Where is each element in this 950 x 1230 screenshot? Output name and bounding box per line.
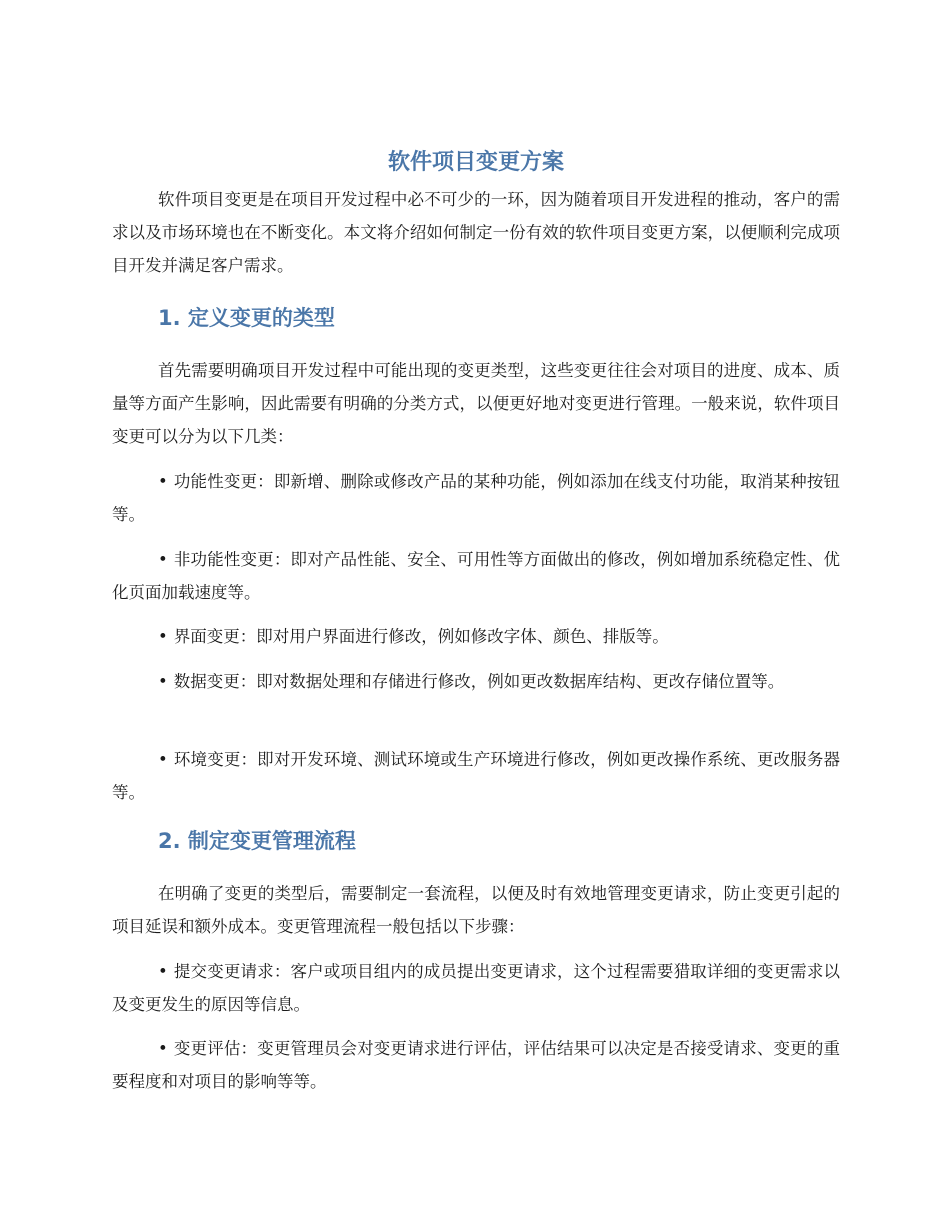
bullet-icon: • [158,962,168,981]
intro-paragraph: 软件项目变更是在项目开发过程中必不可少的一环，因为随着项目开发进程的推动，客户的需求以及市场环境也在不断变化。本文将介绍如何制定一份有效的软件项目变更方案，以便顺利完成项目开发并满足客户需求。 [112,190,840,275]
bullet-icon: • [158,550,168,569]
bullet-item [112,465,840,531]
bullet-text: 数据变更：即对数据处理和存储进行修改，例如更改数据库结构、更改存储位置等。 [173,672,785,691]
bullet-text: 界面变更：即对用户界面进行修改，例如修改字体、颜色、排版等。 [173,627,669,646]
bullet-text: 环境变更：即对开发环境、测试环境或生产环境进行修改，例如更改操作系统、更改服务器等。 [112,750,840,802]
section-2-paragraph: 在明确了变更的类型后，需要制定一套流程，以便及时有效地管理变更请求，防止变更引起的项目延误和额外成本。变更管理流程一般包括以下步骤： [112,884,840,936]
bullet-icon: • [158,627,168,646]
bullet-icon: • [158,1039,168,1058]
bullet-text: 变更评估：变更管理员会对变更请求进行评估，评估结果可以决定是否接受请求、变更的重要程度和对项目的影响等等。 [112,1039,840,1091]
bullet-item [112,620,840,653]
section-1-paragraph: 首先需要明确项目开发过程中可能出现的变更类型，这些变更往往会对项目的进度、成本、质量等方面产生影响，因此需要有明确的分类方式，以便更好地对变更进行管理。一般来说，软件项目变更可以分为以下几类： [112,361,840,446]
section-heading-1: 1. 定义变更的类型 [158,306,335,330]
bullet-item [112,955,840,1021]
bullet-text: 功能性变更：即新增、删除或修改产品的某种功能，例如添加在线支付功能，取消某种按钮等。 [112,472,840,524]
section-heading-2: 2. 制定变更管理流程 [158,829,356,853]
bullet-item [112,743,840,809]
bullet-item [112,543,840,609]
bullet-item [112,1032,840,1098]
bullet-item [112,665,840,698]
bullet-text: 提交变更请求：客户或项目组内的成员提出变更请求，这个过程需要猎取详细的变更需求以及变更发生的原因等信息。 [112,962,840,1014]
bullet-icon: • [158,672,168,691]
document-title: 软件项目变更方案 [387,150,564,175]
bullet-text: 非功能性变更：即对产品性能、安全、可用性等方面做出的修改，例如增加系统稳定性、优化页面加载速度等。 [112,550,840,602]
bullet-icon: • [158,750,168,769]
bullet-icon: • [158,472,168,491]
